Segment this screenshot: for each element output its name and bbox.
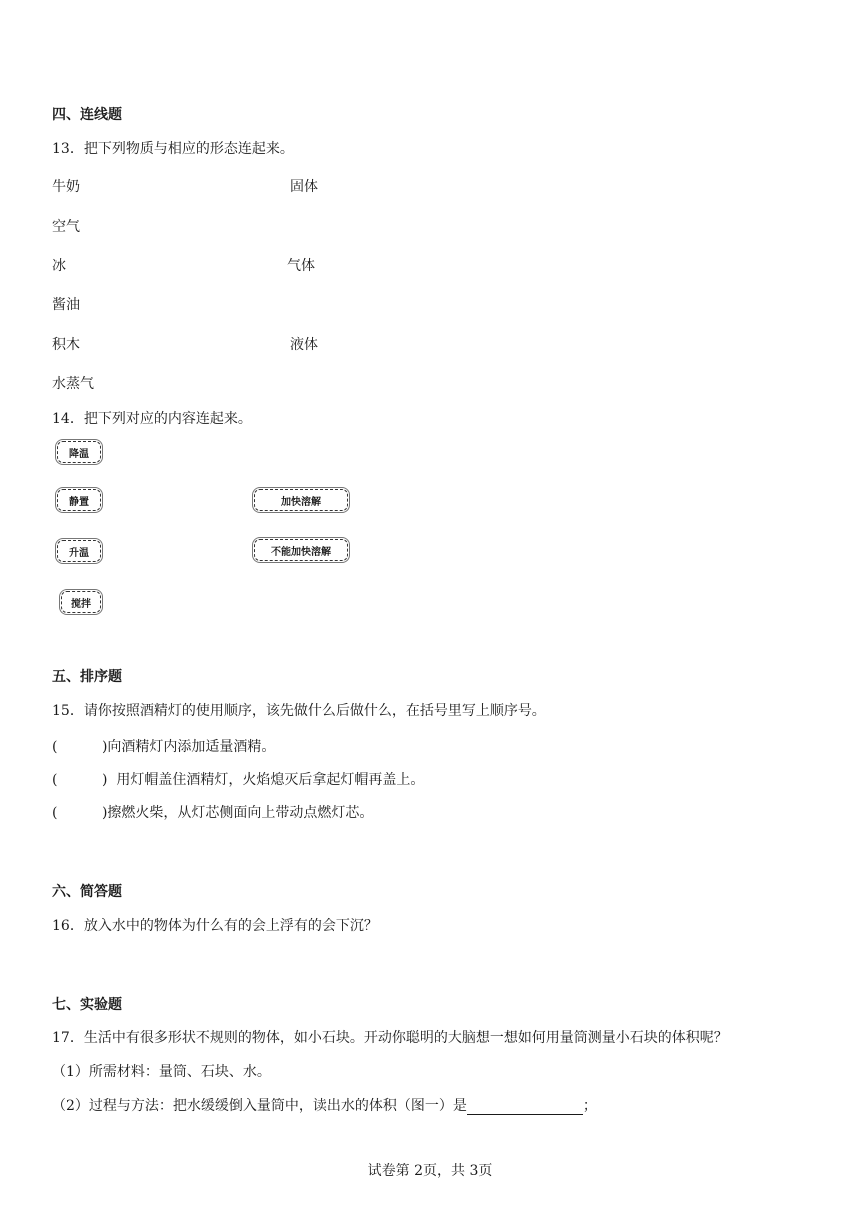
q13-left-item: 积木 bbox=[52, 337, 80, 353]
question-13-text: 13．把下列物质与相应的形态连起来。 bbox=[52, 141, 294, 157]
q14-left-box: 升温 bbox=[57, 540, 101, 562]
q13-right-item: 气体 bbox=[287, 258, 315, 274]
answer-blank bbox=[467, 1100, 583, 1115]
question-17-text: 17．生活中有很多形状不规则的物体，如小石块。开动你聪明的大脑想一想如何用量筒测量小石块的体积呢？ bbox=[52, 1030, 728, 1046]
question-16-text: 16．放入水中的物体为什么有的会上浮有的会下沉？ bbox=[52, 918, 378, 934]
question-14-text: 14．把下列对应的内容连起来。 bbox=[52, 411, 252, 427]
q15-order-item: ( )擦燃火柴，从灯芯侧面向上带动点燃灯芯。 bbox=[52, 805, 374, 821]
question-15-text: 15．请你按照酒精灯的使用顺序，该先做什么后做什么，在括号里写上顺序号。 bbox=[52, 703, 546, 719]
q13-left-item: 空气 bbox=[52, 219, 80, 235]
page-footer: 试卷第 2页，共 3页 bbox=[367, 1163, 493, 1179]
q14-right-box: 加快溶解 bbox=[254, 489, 348, 511]
section-heading-7: 七、实验题 bbox=[52, 997, 122, 1013]
q13-right-item: 液体 bbox=[290, 337, 318, 353]
q15-order-item: ( ) 用灯帽盖住酒精灯，火焰熄灭后拿起灯帽再盖上。 bbox=[52, 772, 425, 788]
section-heading-4: 四、连线题 bbox=[52, 107, 122, 123]
section-heading-6: 六、简答题 bbox=[52, 884, 122, 900]
question-17-sub-2-text: （2）过程与方法：把水缓缓倒入量筒中，读出水的体积（图一）是 bbox=[52, 1098, 467, 1114]
q14-left-box: 搅拌 bbox=[61, 591, 101, 613]
q13-right-item: 固体 bbox=[290, 179, 318, 195]
q15-order-item: ( )向酒精灯内添加适量酒精。 bbox=[52, 739, 276, 755]
q13-left-item: 水蒸气 bbox=[52, 376, 94, 392]
q14-left-box: 降温 bbox=[57, 441, 101, 463]
q13-left-item: 牛奶 bbox=[52, 179, 80, 195]
question-17-sub-1: （1）所需材料：量筒、石块、水。 bbox=[52, 1064, 271, 1080]
q13-left-item: 冰 bbox=[52, 258, 66, 274]
q14-right-box: 不能加快溶解 bbox=[254, 539, 348, 561]
q14-left-box: 静置 bbox=[57, 489, 101, 511]
question-17-sub-2-end: ； bbox=[582, 1098, 597, 1114]
q13-left-item: 酱油 bbox=[52, 297, 80, 313]
question-17-sub-2 bbox=[52, 1097, 597, 1115]
section-heading-5: 五、排序题 bbox=[52, 669, 122, 685]
